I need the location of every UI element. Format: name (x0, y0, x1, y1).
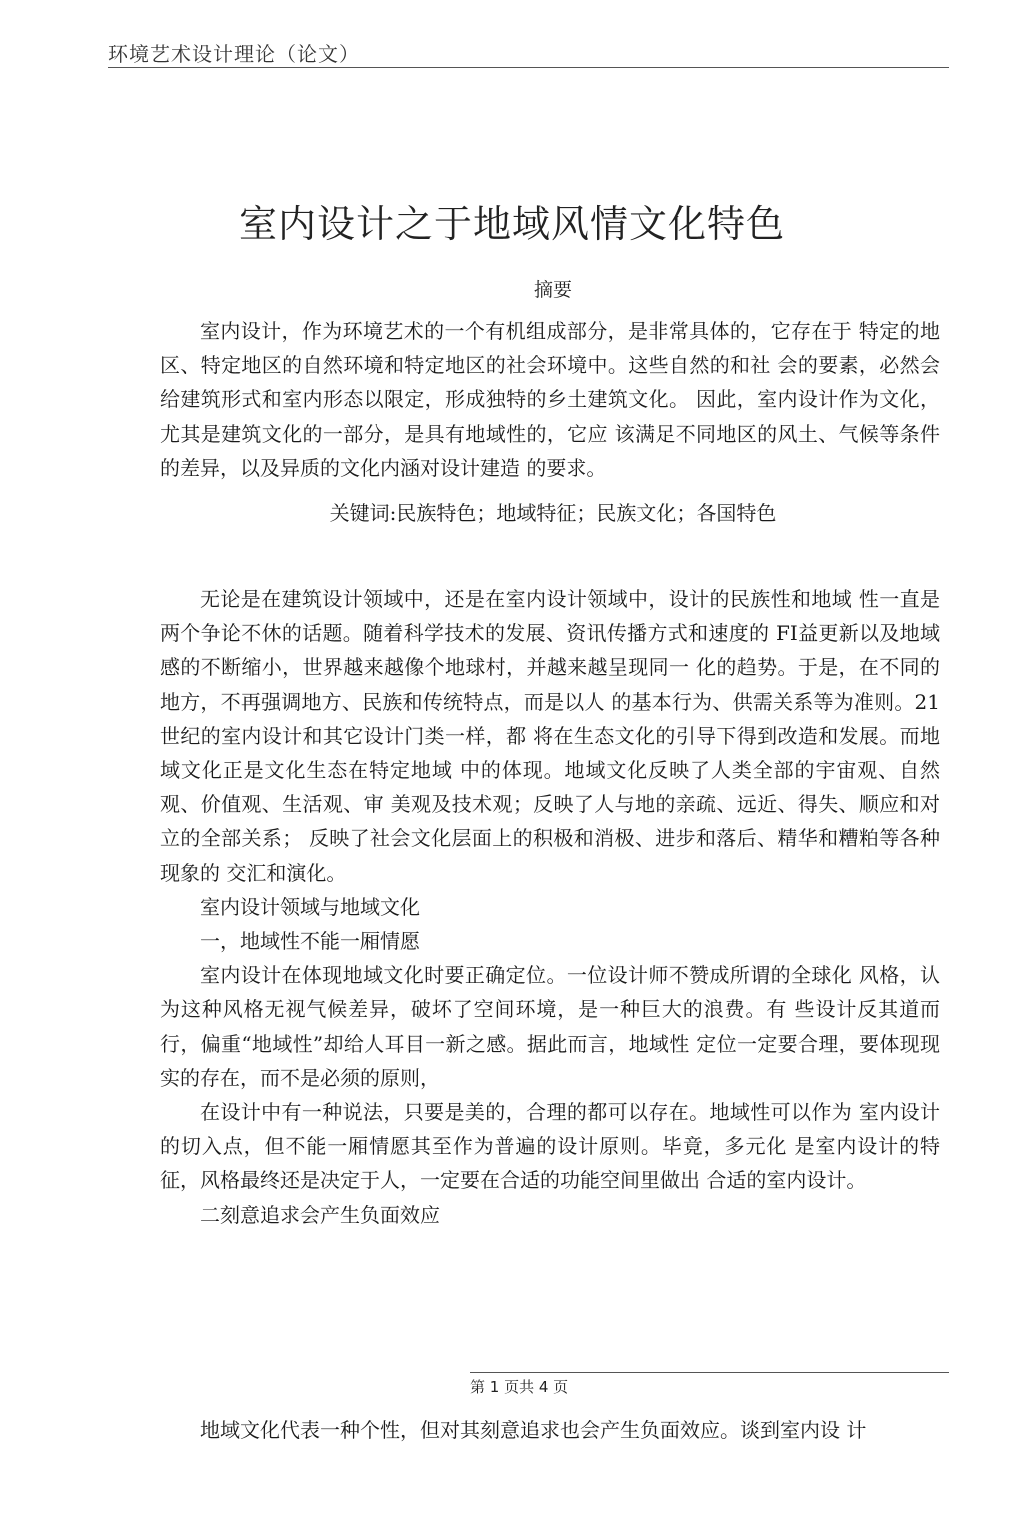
subsection-heading: 二刻意追求会产生负面效应 (200, 1202, 440, 1227)
header-divider (108, 67, 949, 68)
body-paragraph: 无论是在建筑设计领域中，还是在室内设计领域中，设计的民族性和地域 性一直是两个争论不休的话题。随着科学技术的发展、资讯传播方式和速度的 FI益更新以及地域感的不断缩小，世界越来越像个地球村，并越来越呈现同一 化的趋势。于是，在不同的地方，不再强调地方、民族和传统特点，而是以人 的基本行为、供需关系等为准则。21世纪的室内设计和其它设计门类一样，都 将在生态文化的引导下得到改造和发展。而地域文化正是文化生态在特定地域 中的体现。地域文化反映了人类全部的宇宙观、自然观、价值观、生活观、审 美观及技术观；反映了人与地的亲疏、远近、得失、顺应和对立的全部关系； 反映了社会文化层面上的积极和消极、进步和落后、精华和糟粕等各种现象的 交汇和演化。 (160, 587, 940, 885)
footer-divider (470, 1372, 949, 1373)
subsection-heading: 一，地域性不能一厢情愿 (200, 929, 420, 954)
abstract-section (160, 314, 940, 485)
body-paragraph: 地域文化代表一种个性，但对其刻意追求也会产生负面效应。谈到室内设 计 (200, 1418, 867, 1442)
page-number: 第 1 页共 4 页 (470, 1378, 569, 1396)
abstract-heading: 摘要 (533, 279, 572, 301)
abstract-paragraph: 室内设计，作为环境艺术的一个有机组成部分，是非常具体的，它存在于 特定的地区、特定地区的自然环境和特定地区的社会环境中。这些自然的和社 会的要素，必然会给建筑形式和室内形态以限定，形成独特的乡土建筑文化。 因此，室内设计作为文化，尤其是建筑文化的一部分，是具有地域性的，它应 该满足不同地区的风土、气候等条件的差异，以及异质的文化内涵对设计建造 的要求。 (160, 319, 940, 480)
body-paragraph: 室内设计在体现地域文化时要正确定位。一位设计师不赞成所谓的全球化 风格，认为这种风格无视气候差异，破坏了空间环境，是一种巨大的浪费。有 些设计反其道而行，偏重“地域性”却给人耳目一新之感。据此而言，地域性 定位一定要合理，要体现现实的存在，而不是必须的原则， (160, 963, 940, 1090)
keywords-line: 关键词:民族特色；地域特征；民族文化；各国特色 (329, 501, 777, 525)
page-title: 室内设计之于地域风情文化特色 (238, 202, 785, 246)
main-body (160, 582, 940, 1232)
section-heading: 室内设计领域与地域文化 (200, 894, 420, 919)
running-header: 环境艺术设计理论（论文） (108, 42, 360, 66)
next-page-content (160, 1413, 940, 1447)
body-paragraph: 在设计中有一种说法，只要是美的，合理的都可以存在。地域性可以作为 室内设计的切入点，但不能一厢情愿其至作为普遍的设计原则。毕竟，多元化 是室内设计的特征，风格最终还是决定于人，一定要在合适的功能空间里做出 合适的室内设计。 (160, 1100, 940, 1193)
